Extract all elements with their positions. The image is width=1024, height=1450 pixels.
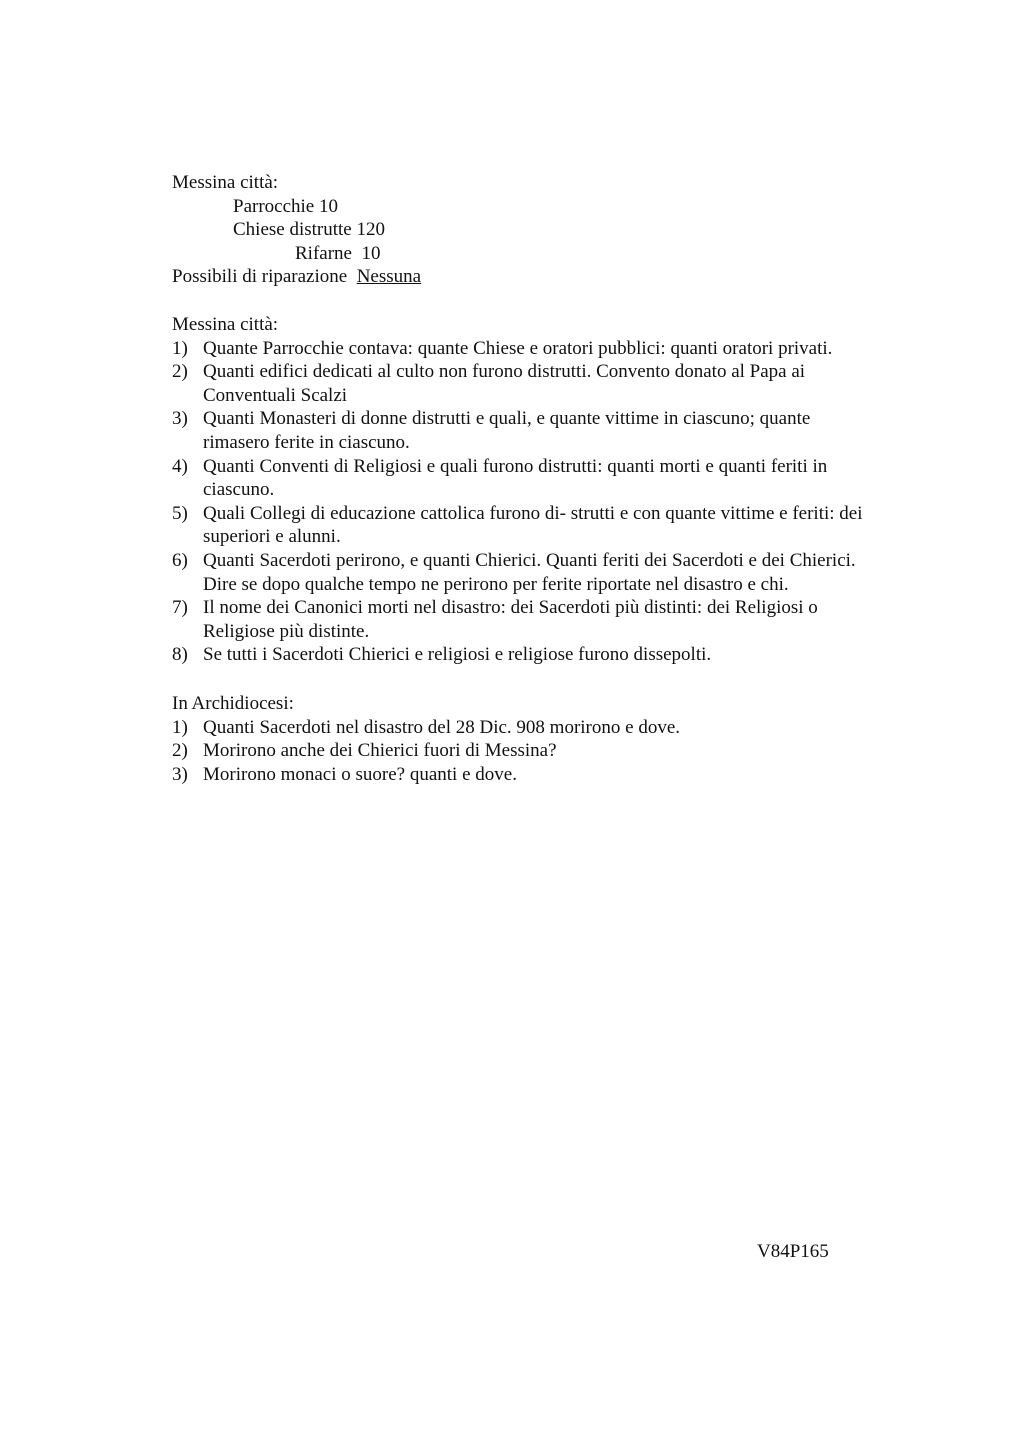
item-number: 3) bbox=[172, 408, 188, 430]
item-text-line-1: Quanti Conventi di Religiosi e quali furono distrutti: quanti morti e quanti feriti in bbox=[203, 455, 828, 477]
item-text-line-1: Quanti Monasteri di donne distrutti e quali, e quante vittime in ciascuno; quante bbox=[203, 408, 811, 430]
item-text-line-2: rimasero ferite in ciascuno. bbox=[203, 431, 410, 453]
archidiocesi-questions-section bbox=[172, 692, 932, 786]
messina-questions-heading: Messina città: bbox=[172, 314, 279, 335]
archidiocesi-heading: In Archidiocesi: bbox=[172, 693, 294, 714]
item-number: 5) bbox=[172, 502, 188, 524]
item-text-line-1: Quanti Sacerdoti perirono, e quanti Chierici. Quanti feriti dei Sacerdoti e dei Chierici. bbox=[203, 549, 856, 571]
list-item bbox=[172, 643, 932, 667]
riparazione-line bbox=[172, 265, 932, 289]
item-text: Morirono anche dei Chierici fuori di Messina? bbox=[203, 740, 557, 762]
page-reference: V84P165 bbox=[757, 1241, 829, 1262]
list-item bbox=[172, 596, 932, 643]
item-text: Quante Parrocchie contava: quante Chiese e oratori pubblici: quanti oratori privati. bbox=[203, 337, 833, 359]
item-text-line-2: Religiose più distinte. bbox=[203, 620, 370, 642]
item-number: 1) bbox=[172, 337, 188, 359]
item-number: 7) bbox=[172, 597, 188, 619]
riparazione-value: Nessuna bbox=[356, 266, 422, 288]
messina-questions-list bbox=[172, 337, 932, 667]
list-item bbox=[172, 360, 932, 407]
item-text-line-1: Quanti edifici dedicati al culto non furono distrutti. Convento donato al Papa ai bbox=[203, 361, 806, 383]
list-item bbox=[172, 716, 932, 740]
item-text-line-1: Quali Collegi di educazione cattolica furono di- strutti e con quante vittime e feriti: dei bbox=[203, 502, 863, 524]
item-number: 2) bbox=[172, 361, 188, 383]
item-text: Se tutti i Sacerdoti Chierici e religiosi e religiose furono dissepolti. bbox=[203, 644, 712, 666]
item-number: 6) bbox=[172, 549, 188, 571]
list-item bbox=[172, 455, 932, 502]
item-number: 1) bbox=[172, 716, 188, 738]
summary-heading: Messina città: bbox=[172, 172, 279, 193]
list-item bbox=[172, 502, 932, 549]
item-text: Quanti Sacerdoti nel disastro del 28 Dic. 908 morirono e dove. bbox=[203, 716, 681, 738]
item-number: 3) bbox=[172, 763, 188, 785]
archidiocesi-questions-list bbox=[172, 716, 932, 787]
list-item bbox=[172, 549, 932, 596]
list-item bbox=[172, 407, 932, 454]
item-text-line-2: ciascuno. bbox=[203, 479, 275, 501]
parrocchie-count: Parrocchie 10 bbox=[233, 195, 338, 217]
item-text-line-2: Conventuali Scalzi bbox=[203, 384, 348, 406]
item-number: 4) bbox=[172, 455, 188, 477]
item-text-line-2: superiori e alunni. bbox=[203, 526, 341, 548]
item-number: 2) bbox=[172, 740, 188, 762]
list-item bbox=[172, 763, 932, 787]
item-text-line-2: Dire se dopo qualche tempo ne perirono per ferite riportate nel disastro e chi. bbox=[203, 573, 789, 595]
item-text-line-1: Il nome dei Canonici morti nel disastro: dei Sacerdoti più distinti: dei Religiosi o bbox=[203, 597, 818, 619]
item-text: Morirono monaci o suore? quanti e dove. bbox=[203, 763, 517, 785]
list-item bbox=[172, 337, 932, 361]
riparazione-label: Possibili di riparazione bbox=[172, 266, 348, 288]
messina-questions-section bbox=[172, 313, 932, 667]
item-number: 8) bbox=[172, 644, 188, 666]
rifarne-count: Rifarne 10 bbox=[295, 242, 381, 264]
list-item bbox=[172, 739, 932, 763]
summary-section bbox=[172, 171, 932, 289]
chiese-distrutte-count: Chiese distrutte 120 bbox=[233, 219, 385, 241]
